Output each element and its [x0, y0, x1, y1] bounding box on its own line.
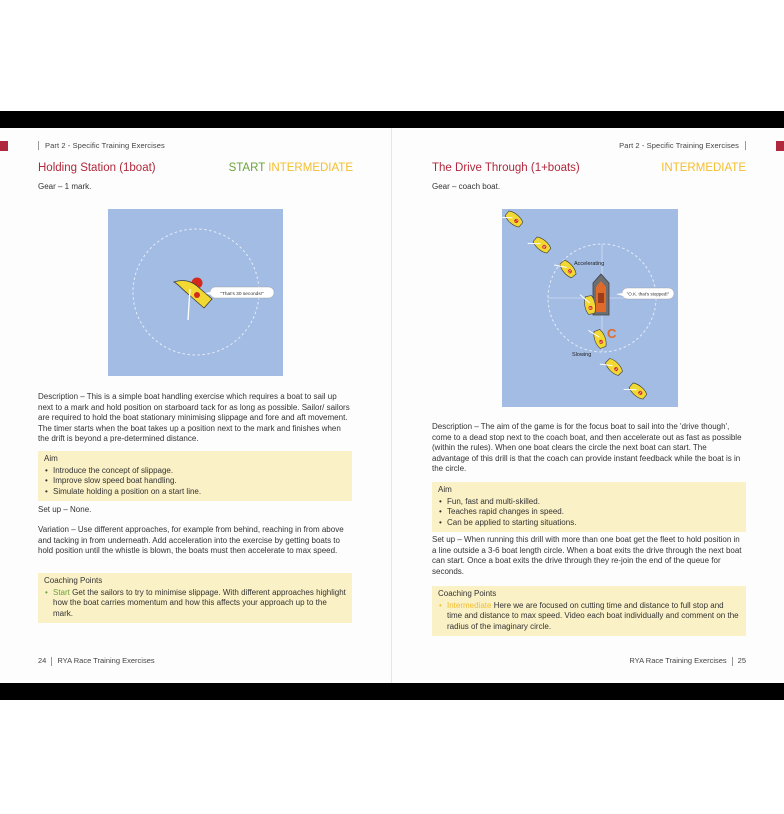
aim-item: • Simulate holding a position on a start line.: [44, 487, 346, 498]
level-intermediate-label: INTERMEDIATE: [661, 162, 746, 174]
coaching-list: [44, 588, 346, 620]
aim-list: [438, 497, 740, 529]
holding-station-svg: [108, 209, 283, 376]
right-exercise-title: The Drive Through (1+boats): [432, 162, 580, 174]
boat-number: 1: [637, 390, 643, 396]
bottom-black-bar: [0, 683, 784, 700]
left-setup: Set up – None.: [38, 505, 92, 514]
page-number: 24: [38, 656, 47, 665]
drive-through-diagram: [502, 209, 678, 407]
top-black-bar: [0, 111, 784, 128]
right-speech-bubble: [616, 288, 674, 299]
coach-letter: C: [607, 326, 617, 341]
left-level-labels: [229, 162, 353, 174]
aim-list: [44, 466, 346, 498]
left-running-head: Part 2 - Specific Training Exercises: [38, 141, 165, 150]
speech-bubble: [205, 287, 274, 298]
book-spread: [0, 128, 784, 683]
boat-number: 2: [613, 366, 619, 372]
holding-station-diagram: [108, 209, 283, 376]
aim-item: • Fun, fast and multi-skilled.: [438, 497, 740, 508]
queued-boats: [502, 209, 648, 403]
coaching-text: Get the sailors to try to minimise slippage. With different approaches highlight how the boat carries momentum and how this affects your approach up to the mark.: [53, 587, 346, 618]
queued-boat: [528, 233, 553, 257]
coaching-list: [438, 601, 740, 633]
right-description: Description – The aim of the game is for the focus boat to sail into the 'drive though', come to a dead stop next to the coach boat, and then accelerate out as fast as possible (within the rules). When one boat clears the circle the next boat can start. The advantage of this drill is that the coach can provide instant feedback while the boat is in the circle.: [432, 422, 742, 473]
coaching-item: [44, 588, 346, 620]
aim-title: Aim: [44, 454, 58, 463]
queued-boat: [600, 355, 624, 379]
left-variation: Variation – Use different approaches, for example from behind, reaching in from above and tacking in from underneath. Add acceleration into the exercise by getting boats to hold position until the whistle is blown, the boats must then accelerate to max speed.: [38, 525, 344, 555]
right-page: [392, 128, 784, 683]
focus-boat: [174, 281, 212, 320]
aim-title: Aim: [438, 485, 452, 494]
page-number: 25: [737, 656, 746, 665]
coaching-title: Coaching Points: [44, 576, 103, 585]
left-aim-box: [38, 451, 352, 501]
boat-number: 6: [541, 244, 547, 250]
boat-number: 3: [598, 339, 604, 344]
right-section-tab: [776, 141, 784, 151]
speech-bubble-text: "That's 30 seconds!": [220, 292, 264, 297]
coaching-level-intermediate: Intermediate: [447, 600, 492, 610]
right-speech-bubble-text: "O.K. that's stopped!": [626, 291, 670, 297]
boat-number: 4: [587, 306, 594, 310]
left-page: [0, 128, 392, 683]
aim-item: • Improve slow speed boat handling.: [44, 476, 346, 487]
right-gear: Gear – coach boat.: [432, 182, 501, 191]
left-coaching-box: [38, 573, 352, 623]
right-running-head: Part 2 - Specific Training Exercises: [619, 141, 746, 150]
label-accelerating: Accelerating: [574, 261, 605, 267]
left-section-tab: [0, 141, 8, 151]
right-coaching-box: [432, 586, 746, 636]
left-exercise-title: Holding Station (1boat): [38, 162, 156, 174]
sailor-icon: [194, 292, 200, 298]
queued-boat: [624, 379, 649, 403]
right-aim-box: [432, 482, 746, 532]
boat-number: 7: [513, 218, 519, 224]
level-intermediate-label: INTERMEDIATE: [268, 162, 353, 174]
boat-number: 5: [567, 268, 573, 274]
right-folio: [629, 656, 746, 666]
left-folio: [38, 656, 155, 666]
label-slowing: Slowing: [572, 352, 592, 358]
folio-title: RYA Race Training Exercises: [57, 656, 155, 665]
aim-item: • Can be applied to starting situations.: [438, 518, 740, 529]
coaching-item: [438, 601, 740, 633]
aim-item: • Teaches rapid changes in speed.: [438, 507, 740, 518]
right-setup: Set up – When running this drill with more than one boat get the fleet to hold position in a line outside a 3-6 boat length circle. When a boat exits the drive through the next boat can start. Once a boat exits the drive through they re-join the end of the queue for seconds.: [432, 535, 742, 576]
queued-boat: [502, 209, 524, 231]
queued-boat: [588, 326, 608, 350]
drive-through-svg: [502, 209, 678, 407]
coaching-text: Here we are focused on cutting time and distance to full stop and time and distance to max speed. Video each boat individually and comment on the radius of the imaginary circle.: [447, 600, 739, 631]
level-start-label: START: [228, 162, 266, 174]
left-description: Description – This is a simple boat handling exercise which requires a boat to sail up next to a mark and hold position on starboard tack for as long as possible. Sailor/ sailors are required to hold the boat stationary minimising slippage and fore and aft movement. The timer starts when the boat takes up a position next to the mark and finishes when the drift is beyond a pre-determined distance.: [38, 392, 350, 443]
coaching-level-start: Start: [53, 587, 70, 597]
folio-title: RYA Race Training Exercises: [629, 656, 727, 665]
coaching-title: Coaching Points: [438, 589, 497, 598]
right-level-labels: [661, 162, 746, 174]
aim-item: • Introduce the concept of slippage.: [44, 466, 346, 477]
left-gear: Gear – 1 mark.: [38, 182, 92, 191]
